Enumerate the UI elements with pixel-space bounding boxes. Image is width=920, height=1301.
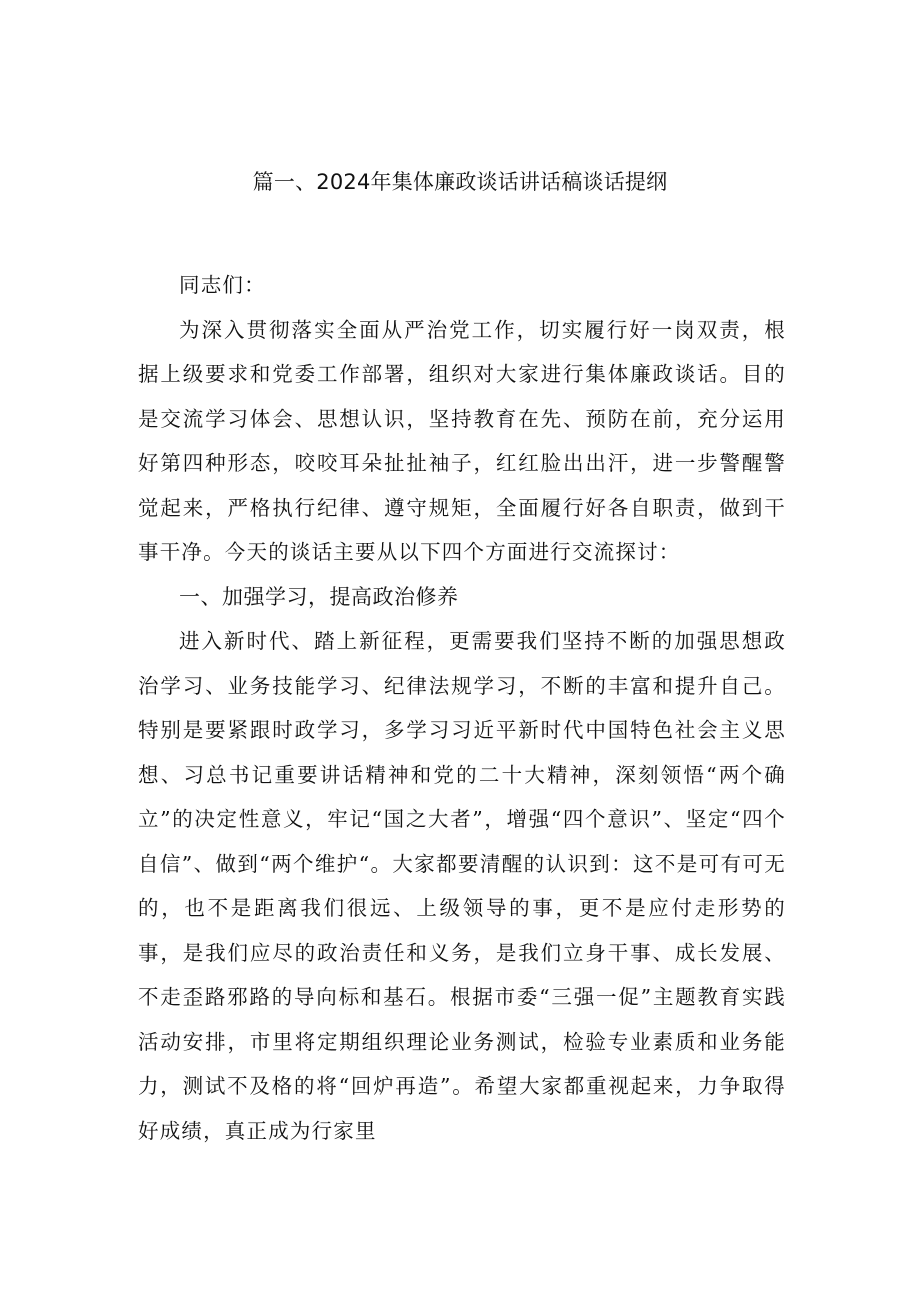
intro-paragraph: 为深入贯彻落实全面从严治党工作，切实履行好一岗双责，根据上级要求和党委工作部署，组织对大家进行集体廉政谈话。目的是交流学习体会、思想认识，坚持教育在先、预防在前，充分运用好第四种形态，咬咬耳朵扯扯袖子，红红脸出出汗，进一步警醒警觉起来，严格执行纪律、遵守规矩，全面履行好各自职责，做到干事干净。今天的谈话主要从以下四个方面进行交流探讨： xyxy=(138,317,786,564)
salutation: 同志们： xyxy=(179,273,266,297)
section-paragraph: 进入新时代、踏上新征程，更需要我们坚持不断的加强思想政治学习、业务技能学习、纪律法规学习，不断的丰富和提升自己。特别是要紧跟时政学习，多学习习近平新时代中国特色社会主义思想、习总书记重要讲话精神和党的二十大精神，深刻领悟“两个确立”的决定性意义，牢记“国之大者”，增强“四个意识”、坚定“四个自信”、做到“两个维护“。大家都要清醒的认识到：这不是可有可无的，也不是距离我们很远、上级领导的事，更不是应付走形势的事，是我们应尽的政治责任和义务，是我们立身干事、成长发展、不走歪路邪路的导向标和基石。根据市委“三强一促”主题教育实践活动安排，市里将定期组织理论业务测试，检验专业素质和业务能力，测试不及格的将“回炉再造”。希望大家都重视起来，力争取得好成绩，真正成为行家里 xyxy=(138,629,786,1143)
section-heading: 一、加强学习，提高政治修养 xyxy=(179,584,459,609)
document-title: 篇一、2024年集体廉政谈话讲话稿谈话提纲 xyxy=(252,170,668,194)
document-body xyxy=(138,263,786,1153)
